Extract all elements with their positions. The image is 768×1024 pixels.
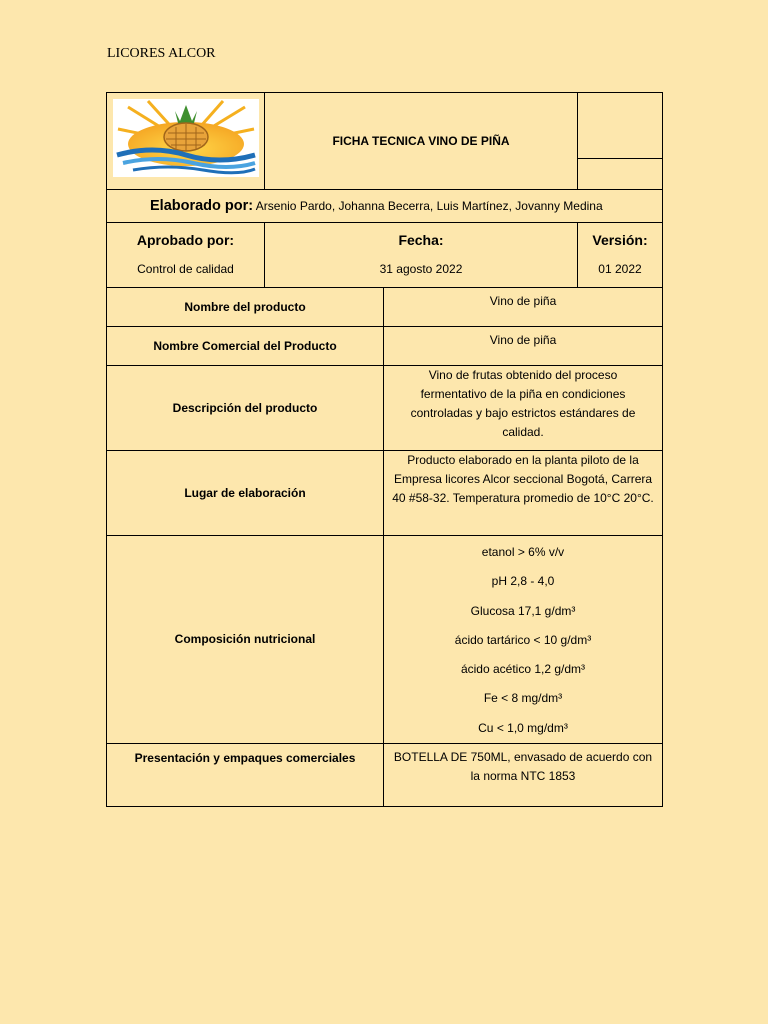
- version-cell: [578, 223, 663, 288]
- nombre-label: Nombre del producto: [107, 288, 384, 327]
- lugar-value: Producto elaborado en la planta piloto de la Empresa licores Alcor seccional Bogotá, Carrera 40 #58-32. Temperatura promedio de 10°C 20°C.: [384, 451, 663, 536]
- version-value: 01 2022: [598, 262, 642, 276]
- title-side-cell-bottom: [578, 159, 663, 190]
- version-label: Versión:: [592, 232, 648, 248]
- nombre-comercial-value: Vino de piña: [384, 327, 663, 366]
- elaborado-value: Arsenio Pardo, Johanna Becerra, Luis Martínez, Jovanny Medina: [255, 198, 603, 213]
- elaborado-label: Elaborado por:: [150, 197, 254, 214]
- descripcion-value: Vino de frutas obtenido del proceso fermentativo de la piña en condiciones controladas y bajo estrictos estándares de calidad.: [384, 366, 663, 451]
- elaborado-row: [107, 190, 663, 223]
- presentacion-value: BOTELLA DE 750ML, envasado de acuerdo con la norma NTC 1853: [384, 744, 663, 807]
- composicion-item: Glucosa 17,1 g/dm³: [470, 603, 576, 618]
- document-title: FICHA TECNICA VINO DE PIÑA: [265, 93, 578, 190]
- pineapple-sun-logo-icon: [113, 99, 259, 177]
- composicion-label: Composición nutricional: [107, 536, 384, 744]
- fecha-cell: [265, 223, 578, 288]
- aprobado-cell: [107, 223, 265, 288]
- aprobado-value: Control de calidad: [137, 262, 234, 276]
- technical-sheet-table: [106, 92, 663, 807]
- composicion-item: etanol > 6% v/v: [481, 545, 565, 559]
- company-header: LICORES ALCOR: [107, 46, 216, 61]
- descripcion-label: Descripción del producto: [107, 366, 384, 451]
- composicion-item: Fe < 8 mg/dm³: [483, 691, 563, 706]
- composicion-item: pH 2,8 - 4,0: [491, 574, 555, 589]
- composicion-item: Cu < 1,0 mg/dm³: [478, 720, 568, 735]
- composicion-list: [384, 536, 663, 744]
- presentacion-label: Presentación y empaques comerciales: [107, 744, 384, 807]
- fecha-label: Fecha:: [398, 232, 444, 248]
- lugar-label: Lugar de elaboración: [107, 451, 384, 536]
- aprobado-label: Aprobado por:: [136, 232, 235, 248]
- nombre-comercial-label: Nombre Comercial del Producto: [107, 327, 384, 366]
- nombre-value: Vino de piña: [384, 288, 663, 327]
- logo-cell: [107, 93, 265, 190]
- composicion-item: ácido tartárico < 10 g/dm³: [454, 632, 592, 647]
- title-side-cell-top: [578, 93, 663, 159]
- fecha-value: 31 agosto 2022: [379, 262, 463, 276]
- composicion-item: ácido acético 1,2 g/dm³: [460, 662, 586, 677]
